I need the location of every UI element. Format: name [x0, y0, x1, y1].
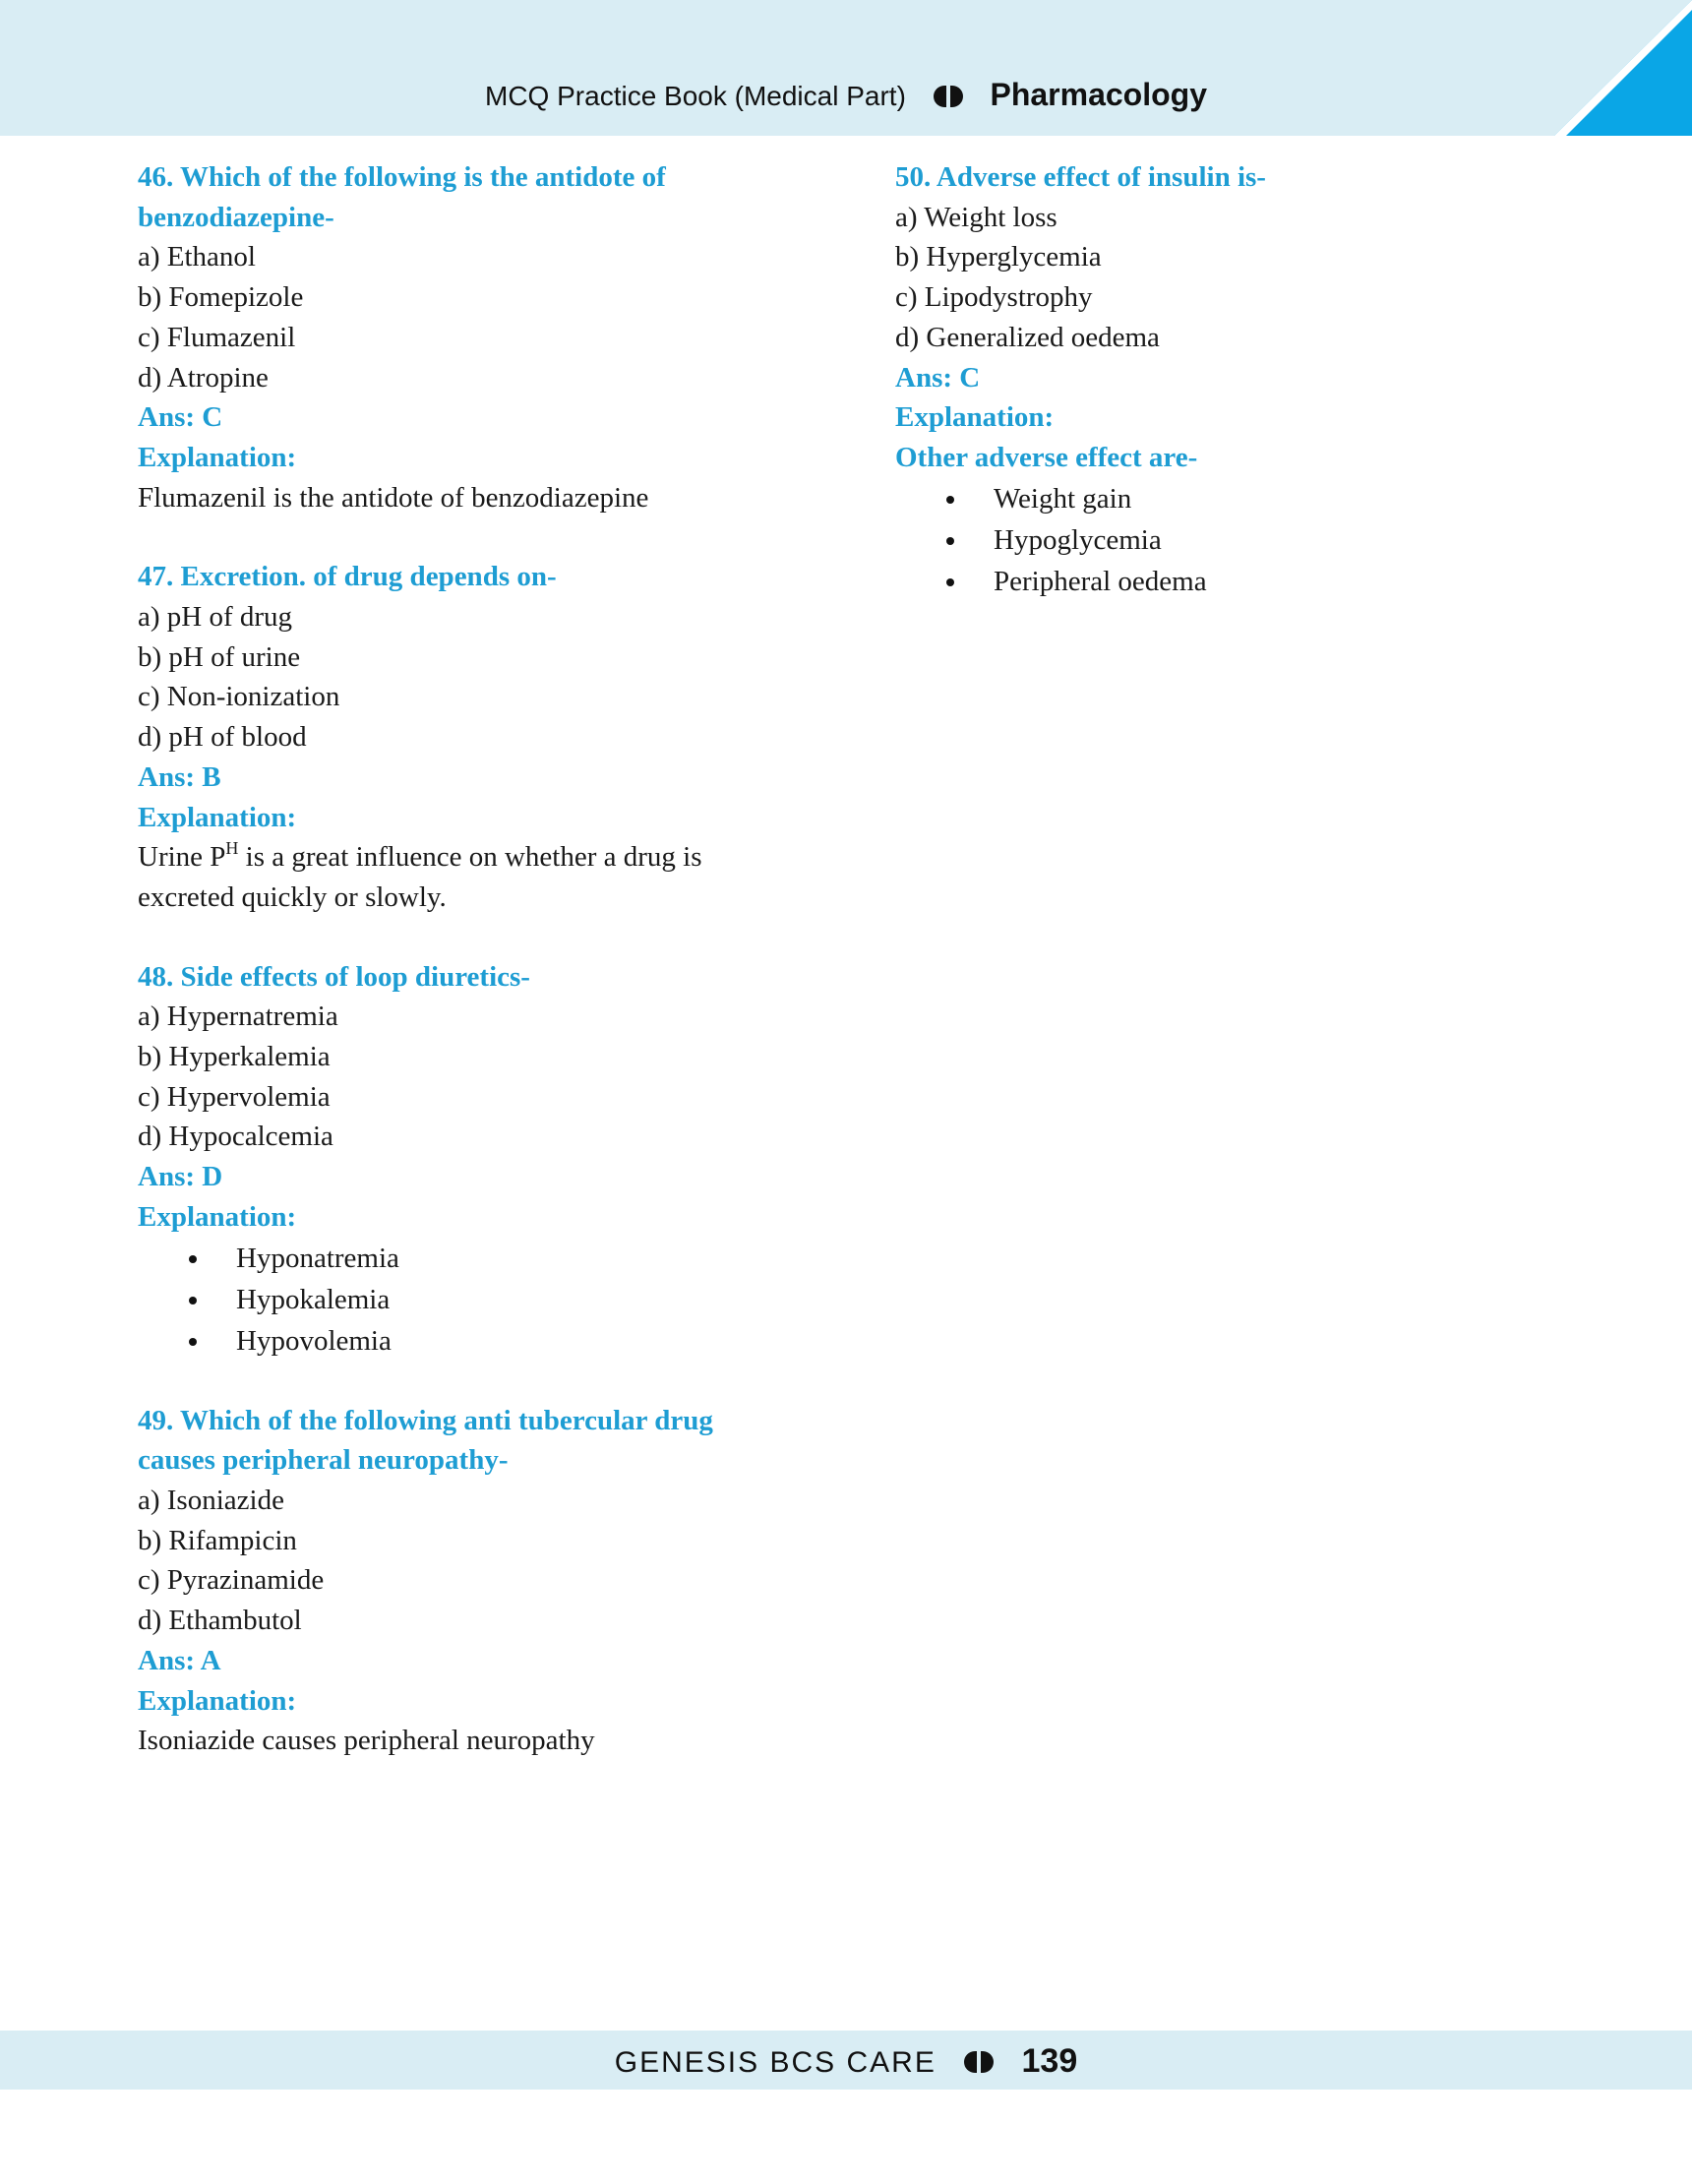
- option: d) pH of blood: [138, 721, 307, 754]
- list-item: Weight gain: [895, 478, 1525, 519]
- explanation-list: [138, 1238, 767, 1362]
- question-46: [138, 157, 767, 517]
- option: c) Flumazenil: [138, 321, 296, 353]
- explanation-label: Explanation:: [895, 401, 1055, 434]
- explanation-text: excreted quickly or slowly.: [138, 880, 447, 913]
- left-column: [138, 157, 767, 1761]
- question-50: [895, 157, 1525, 602]
- option: b) Hyperkalemia: [138, 1041, 331, 1073]
- option: b) Fomepizole: [138, 281, 304, 314]
- question-text: 48. Side effects of loop diuretics-: [138, 960, 530, 993]
- explanation-label: Explanation:: [138, 1200, 297, 1233]
- question-text: 46. Which of the following is the antidote of: [138, 161, 666, 193]
- question-text: 47. Excretion. of drug depends on-: [138, 561, 557, 593]
- question-text: causes peripheral neuropathy-: [138, 1444, 509, 1477]
- answer: Ans: C: [895, 361, 981, 394]
- question-47: [138, 557, 767, 917]
- option: a) Ethanol: [138, 241, 256, 273]
- option: a) Weight loss: [895, 201, 1058, 233]
- question-49: [138, 1401, 767, 1761]
- option: c) Non-ionization: [138, 681, 340, 713]
- page-header: [0, 0, 1692, 136]
- explanation-text: Flumazenil is the antidote of benzodiazepine: [138, 481, 649, 514]
- answer: Ans: B: [138, 760, 221, 793]
- option: a) Hypernatremia: [138, 1001, 338, 1033]
- question-text: benzodiazepine-: [138, 201, 334, 233]
- separator-icon: [932, 86, 965, 107]
- option: d) Generalized oedema: [895, 321, 1160, 353]
- list-item: Hypovolemia: [138, 1320, 767, 1362]
- option: b) Rifampicin: [138, 1524, 297, 1556]
- list-item: Hypokalemia: [138, 1279, 767, 1320]
- explanation-list: [895, 478, 1525, 602]
- book-title: MCQ Practice Book (Medical Part): [485, 81, 906, 111]
- corner-decoration: [1554, 0, 1692, 136]
- question-text: 49. Which of the following anti tubercular drug: [138, 1404, 713, 1436]
- answer: Ans: A: [138, 1644, 221, 1676]
- explanation-text: Isoniazide causes peripheral neuropathy: [138, 1725, 595, 1757]
- option: b) pH of urine: [138, 640, 301, 673]
- explanation-label: Explanation:: [138, 1684, 297, 1717]
- explanation-subheading: Other adverse effect are-: [895, 441, 1198, 473]
- subject-title: Pharmacology: [990, 77, 1207, 112]
- option: c) Lipodystrophy: [895, 281, 1093, 314]
- option: d) Hypocalcemia: [138, 1121, 333, 1153]
- explanation-label: Explanation:: [138, 441, 297, 473]
- answer: Ans: C: [138, 401, 223, 434]
- question-text: 50. Adverse effect of insulin is-: [895, 161, 1266, 193]
- option: d) Ethambutol: [138, 1605, 302, 1637]
- explanation-text: Urine $P^H$ is a great influence on whether a drug is: [138, 838, 702, 874]
- page-footer: [0, 2031, 1692, 2090]
- list-item: Peripheral oedema: [895, 561, 1525, 602]
- list-item: Hypoglycemia: [895, 519, 1525, 561]
- option: d) Atropine: [138, 361, 269, 394]
- question-48: [138, 957, 767, 1362]
- option: a) Isoniazide: [138, 1484, 284, 1516]
- footer-brand: GENESIS BCS CARE: [614, 2046, 937, 2079]
- explanation-label: Explanation:: [138, 801, 297, 833]
- option: c) Hypervolemia: [138, 1080, 331, 1113]
- option: b) Hyperglycemia: [895, 241, 1102, 273]
- header-title: [0, 77, 1692, 113]
- separator-icon: [962, 2051, 996, 2073]
- right-column: [895, 157, 1525, 602]
- option: a) pH of drug: [138, 601, 293, 634]
- page-number: 139: [1021, 2042, 1078, 2080]
- answer: Ans: D: [138, 1161, 223, 1193]
- list-item: Hyponatremia: [138, 1238, 767, 1279]
- option: c) Pyrazinamide: [138, 1564, 325, 1597]
